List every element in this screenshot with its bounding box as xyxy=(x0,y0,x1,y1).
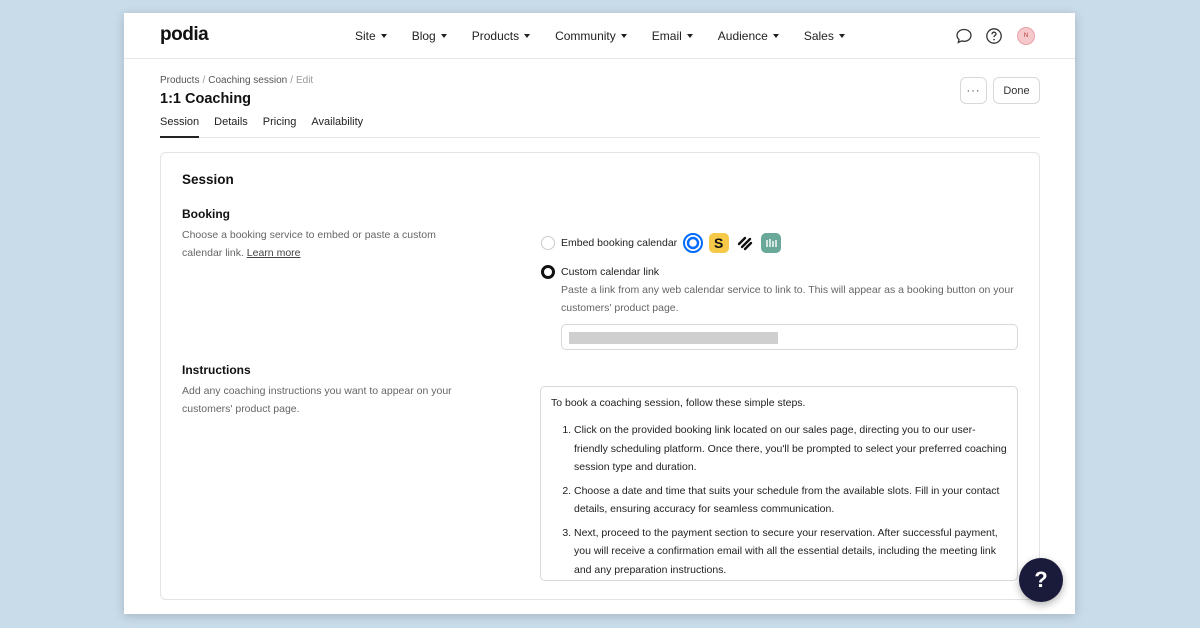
tabs xyxy=(160,113,1040,138)
session-card xyxy=(160,152,1040,600)
custom-link-helper: Paste a link from any web calendar service to link to. This will appear as a booking button on your customers' product page. xyxy=(561,284,1014,314)
tab-pricing[interactable]: Pricing xyxy=(262,116,297,128)
nav-item-email[interactable]: Email xyxy=(652,29,693,43)
card-title: Session xyxy=(182,172,234,187)
learn-more-link[interactable]: Learn more xyxy=(246,247,301,259)
help-circle-icon[interactable] xyxy=(983,25,1005,47)
done-button[interactable]: Done xyxy=(993,77,1040,104)
breadcrumb-session[interactable]: Coaching session xyxy=(208,75,288,86)
top-nav xyxy=(124,13,1075,59)
booking-title: Booking xyxy=(182,207,230,221)
tab-session[interactable]: Session xyxy=(160,113,199,138)
nav-item-blog[interactable]: Blog xyxy=(412,29,447,43)
avatar[interactable]: N xyxy=(1017,27,1035,45)
embed-radio[interactable] xyxy=(541,236,555,250)
instructions-steps xyxy=(551,421,1007,579)
chevron-down-icon xyxy=(441,34,447,38)
nav-menu xyxy=(355,13,870,59)
instructions-intro: To book a coaching session, follow these simple steps. xyxy=(551,397,806,409)
breadcrumb-products[interactable]: Products xyxy=(160,75,200,86)
instructions-title: Instructions xyxy=(182,363,251,377)
tidycal-icon[interactable] xyxy=(761,233,781,253)
breadcrumb: Products / Coaching session / Edit xyxy=(160,75,314,86)
custom-radio[interactable] xyxy=(541,265,555,279)
embed-calendar-option[interactable] xyxy=(541,233,781,253)
chat-icon[interactable] xyxy=(953,25,975,47)
embed-label: Embed booking calendar xyxy=(561,237,678,249)
custom-link-option[interactable] xyxy=(541,265,659,279)
custom-label: Custom calendar link xyxy=(561,266,660,278)
more-options-button[interactable]: ··· xyxy=(960,77,987,104)
breadcrumb-edit: Edit xyxy=(295,75,314,86)
help-button[interactable]: ? xyxy=(1019,558,1063,602)
chevron-down-icon xyxy=(687,34,693,38)
chevron-down-icon xyxy=(621,34,627,38)
list-item: 3. Next, proceed to the payment section to secure your reservation. After successful payment, you will receive a confirmation email with all the essential details, including the meeting link and any preparation instructions. xyxy=(574,524,1007,580)
nav-item-products[interactable]: Products xyxy=(472,29,530,43)
nav-item-site[interactable]: Site xyxy=(355,29,387,43)
chevron-down-icon xyxy=(839,34,845,38)
nav-item-sales[interactable]: Sales xyxy=(804,29,845,43)
svg-text:S: S xyxy=(714,235,724,251)
nav-actions xyxy=(945,25,1035,47)
redacted-link xyxy=(569,332,778,344)
tab-details[interactable]: Details xyxy=(214,116,248,128)
instructions-description: Add any coaching instructions you want to appear on your customers' product page. xyxy=(182,385,452,415)
nav-item-audience[interactable]: Audience xyxy=(718,29,779,43)
calendly-icon[interactable] xyxy=(683,233,703,253)
chevron-down-icon xyxy=(773,34,779,38)
booking-description: Choose a booking service to embed or paste a custom calendar link. Learn more xyxy=(182,229,436,259)
list-item: 2. Choose a date and time that suits your schedule from the available slots. Fill in your contact details, ensuring accuracy for seamless communication. xyxy=(574,482,1007,519)
app-window xyxy=(124,13,1075,614)
tab-availability[interactable]: Availability xyxy=(311,116,364,128)
savvycal-icon[interactable] xyxy=(709,233,729,253)
squarespace-icon[interactable] xyxy=(735,233,755,253)
instructions-editor[interactable] xyxy=(540,386,1018,581)
chevron-down-icon xyxy=(381,34,387,38)
calendar-link-input[interactable] xyxy=(561,324,1018,350)
page-title: 1:1 Coaching xyxy=(160,91,252,107)
nav-item-community[interactable]: Community xyxy=(555,29,627,43)
chevron-down-icon xyxy=(524,34,530,38)
list-item: 1. Click on the provided booking link located on our sales page, directing you to our user-friendly scheduling platform. Once there, you'll be prompted to select your preferred coaching session type and duration. xyxy=(574,421,1007,477)
podia-logo[interactable]: podia xyxy=(160,24,209,45)
header-actions xyxy=(960,77,1040,104)
